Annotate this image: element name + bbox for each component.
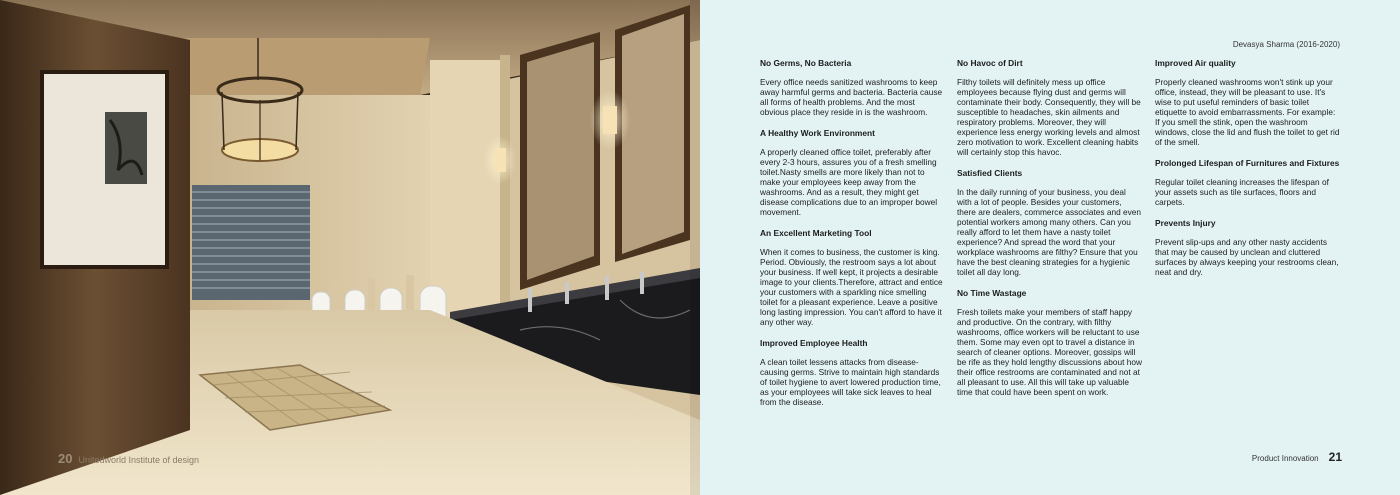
author-credit: Devasya Sharma (2016-2020) xyxy=(1232,40,1340,49)
section-body: Properly cleaned washrooms won't stink up your office, instead, they will be pleasant to use. It's wise to put useful reminders of basic toilet etiquette to avoid embarrassments. For example: If you smell the stink, open the washroom windows, close the lid and flush the toilet to get rid of the smell. xyxy=(1155,77,1340,147)
section-body: A properly cleaned office toilet, preferably after every 2-3 hours, assures you of a fresh smelling toilet.Nasty smells are more likely than not to make your employees keep away from the washrooms. And as a result, they might get disease complications due to an improper bowel movement. xyxy=(760,147,938,217)
section-body: Fresh toilets make your members of staff happy and productive. On the contrary, with filthy washrooms, office workers will be reluctant to use them. Some may even opt to travel a distance in search of cleaner options. Moreover, gossips will be rife as they hold lengthy discussions about how their office restrooms are contaminated and not at all pleasant to use. All this will take up valuable time that could have been spent on work. xyxy=(957,307,1142,397)
section-heading: No Havoc of Dirt xyxy=(957,58,1023,68)
section-heading: Prevents Injury xyxy=(1155,218,1216,228)
text-column-1 xyxy=(760,58,945,418)
section-heading: An Excellent Marketing Tool xyxy=(760,228,872,238)
section-body: Prevent slip-ups and any other nasty accidents that may be caused by unclean and cluttered surfaces by always keeping your restrooms clean, neat and dry. xyxy=(1155,237,1339,277)
section-body: Regular toilet cleaning increases the lifespan of your assets such as tile surfaces, floors and carpets. xyxy=(1155,177,1329,207)
right-page xyxy=(700,0,1400,495)
right-footer-text: Product Innovation xyxy=(1251,454,1319,463)
right-footer xyxy=(1252,450,1342,464)
left-page-number: 20 xyxy=(58,451,73,466)
section-body: When it comes to business, the customer is king. Period. Obviously, the restroom says a lot about your business. If well kept, it projects a desirable image to your clients.Therefore, attract and entice your customers with a sparkling nice smelling toilet for a pleasant experience. Leave a positive long lasting impression. You can't afford to have it any other way. xyxy=(760,247,943,327)
section-body: A clean toilet lessens attacks from disease-causing germs. Strive to maintain high standards of toilet hygiene to avert lowered production time, as your employees will take sick leaves to heal from the disease. xyxy=(760,357,941,407)
section-heading: No Time Wastage xyxy=(957,288,1027,298)
text-column-3 xyxy=(1155,58,1340,288)
section-heading: No Germs, No Bacteria xyxy=(760,58,852,68)
section-heading: Satisfied Clients xyxy=(957,168,1023,178)
section-heading: Improved Air quality xyxy=(1155,58,1236,68)
section-heading: Prolonged Lifespan of Furnitures and Fixtures xyxy=(1155,158,1340,168)
left-footer xyxy=(58,451,199,466)
section-body: Filthy toilets will definitely mess up office employees because flying dust and germs will contaminate their body. Consequently, they will be susceptible to headaches, skin ailments and respiratory problems. Moreover, they will experience less energy working levels and almost zero motivation to work. Excellent cleaning habits will certainly stop this havoc. xyxy=(957,77,1141,157)
left-footer-text: Unitedworld Institute of design xyxy=(78,455,200,465)
section-heading: A Healthy Work Environment xyxy=(760,128,875,138)
text-column-2 xyxy=(957,58,1142,408)
section-heading: Improved Employee Health xyxy=(760,338,868,348)
right-page-number: 21 xyxy=(1328,450,1342,464)
section-body: In the daily running of your business, you deal with a lot of people. Besides your customers, there are dealers, commerce associates and even potential workers among many others. Can you really afford to let them have a nasty toilet experience? And spread the word that your workplace washrooms are filthy? Ensure that you have the best cleaning strategies for a hygienic toilet all day long. xyxy=(957,187,1142,277)
section-body: Every office needs sanitized washrooms to keep away harmful germs and bacteria. Bacteria cause all forms of health problems. And the most obvious place they reside in is the washroom. xyxy=(760,77,943,117)
